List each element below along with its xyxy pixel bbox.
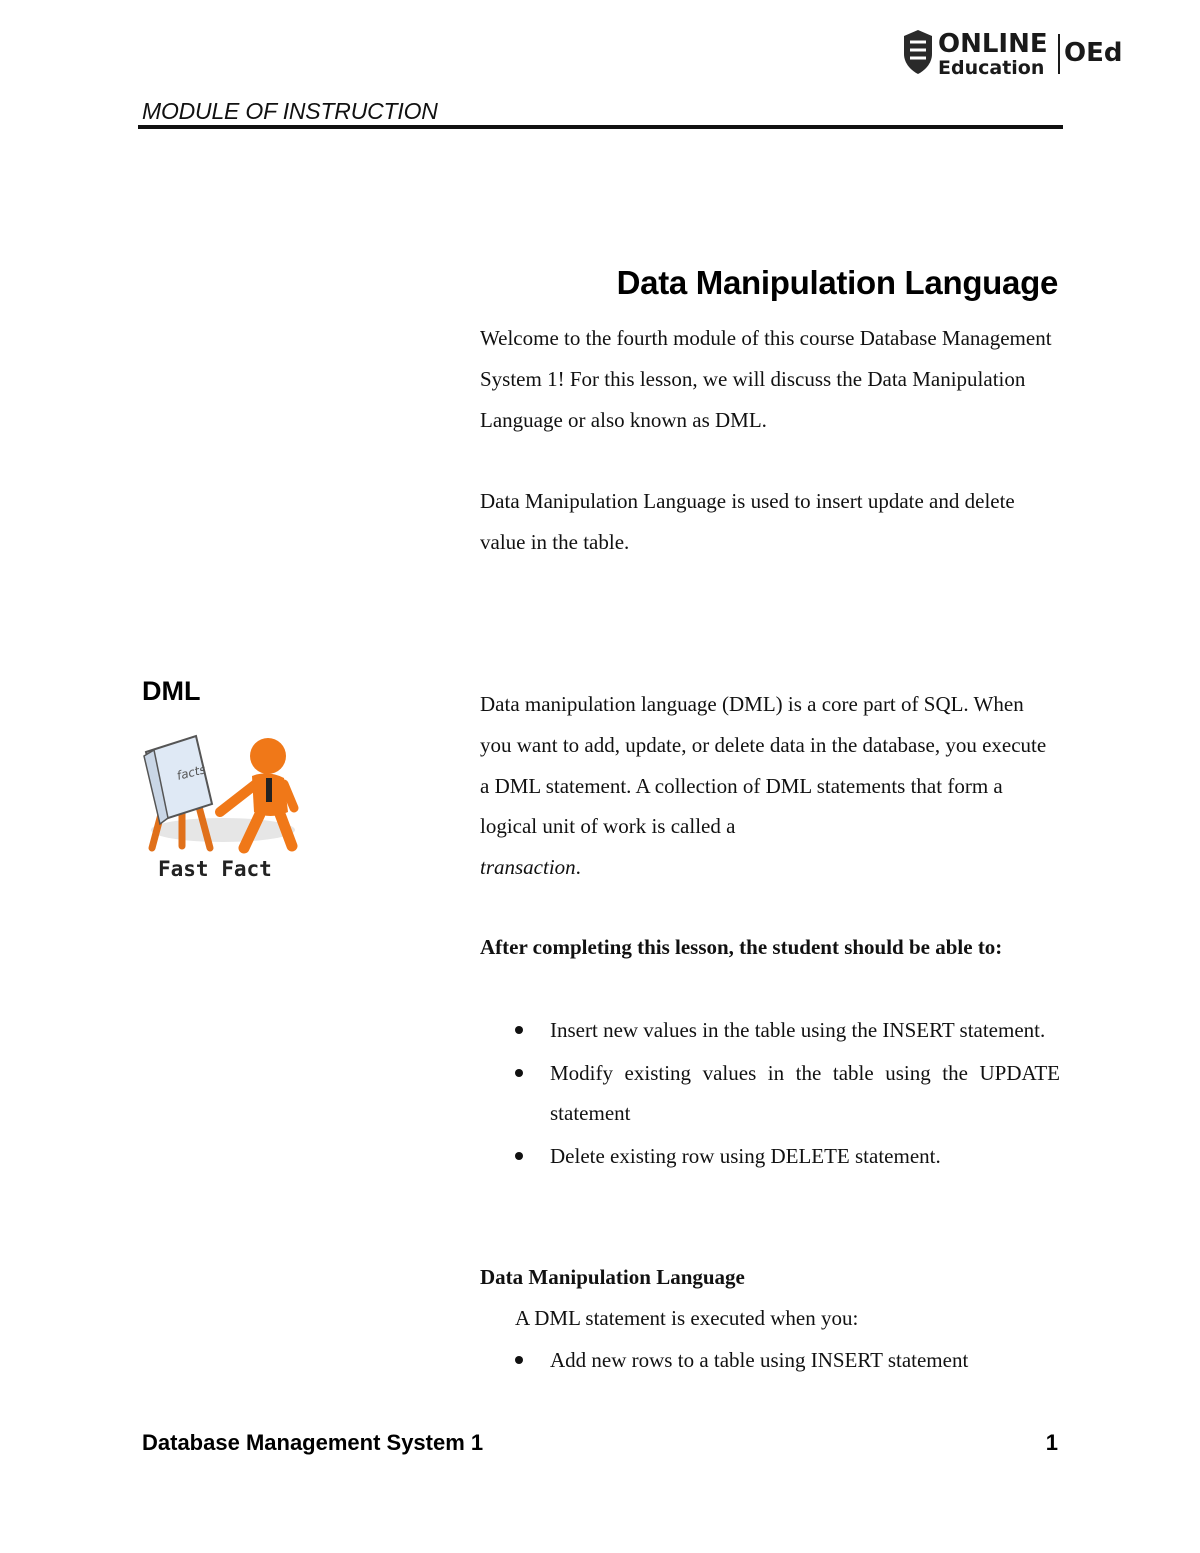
dml-term-end: . [575, 855, 581, 880]
list-item [480, 1340, 1060, 1381]
list-item [480, 1053, 1060, 1134]
list-item [480, 1010, 1060, 1051]
page-title: Data Manipulation Language [616, 264, 1058, 301]
fast-fact-caption: Fast Fact [158, 857, 272, 881]
dml-term-transaction: transaction [480, 855, 576, 880]
objective-text: Insert new values in the table using the INSERT statement. [550, 1018, 1046, 1042]
intro-paragraph-2: Data Manipulation Language is used to insert update and delete value in the table. [480, 489, 1015, 554]
list-item [480, 1136, 1060, 1177]
bullet-icon [515, 1069, 523, 1077]
page-number: 1 [1045, 1430, 1058, 1455]
section-lead: A DML statement is executed when you: [515, 1306, 859, 1330]
section-list [480, 1340, 1060, 1383]
logo-text-education: Education [938, 57, 1045, 79]
online-education-logo [900, 28, 1130, 80]
objectives-list [480, 1010, 1060, 1178]
bullet-icon [515, 1152, 523, 1160]
header-divider [138, 125, 1063, 129]
bullet-icon [515, 1356, 523, 1364]
logo-text-online: ONLINE [938, 29, 1048, 59]
section-heading: Data Manipulation Language [480, 1265, 745, 1289]
section-item-text: Add new rows to a table using INSERT statement [550, 1348, 969, 1372]
dml-description [480, 684, 1060, 888]
bullet-icon [515, 1026, 523, 1034]
logo-text-oed: OEd [1064, 38, 1123, 68]
board-facts-text: facts [175, 762, 208, 783]
footer-course-title: Database Management System 1 [142, 1430, 484, 1455]
sidebar-heading: DML [142, 676, 201, 706]
objective-text: Modify existing values in the table using the UPDATE statement [550, 1060, 1060, 1125]
dml-description-text: Data manipulation language (DML) is a core part of SQL. When you want to add, update, or delete data in the database, you execute a DML statement. A collection of DML statements that form a logical unit of work is called a [480, 692, 1047, 839]
intro-paragraph-1: Welcome to the fourth module of this course Database Management System 1! For this lesson, we will discuss the Data Manipulation Language or also known as DML. [480, 326, 1052, 432]
module-header-label: MODULE OF INSTRUCTION [142, 98, 438, 124]
shield-crest-icon [904, 30, 932, 74]
objectives-heading: After completing this lesson, the student should be able to: [480, 935, 1003, 959]
fast-fact-illustration [138, 728, 303, 888]
objective-text: Delete existing row using DELETE statement. [550, 1143, 941, 1168]
